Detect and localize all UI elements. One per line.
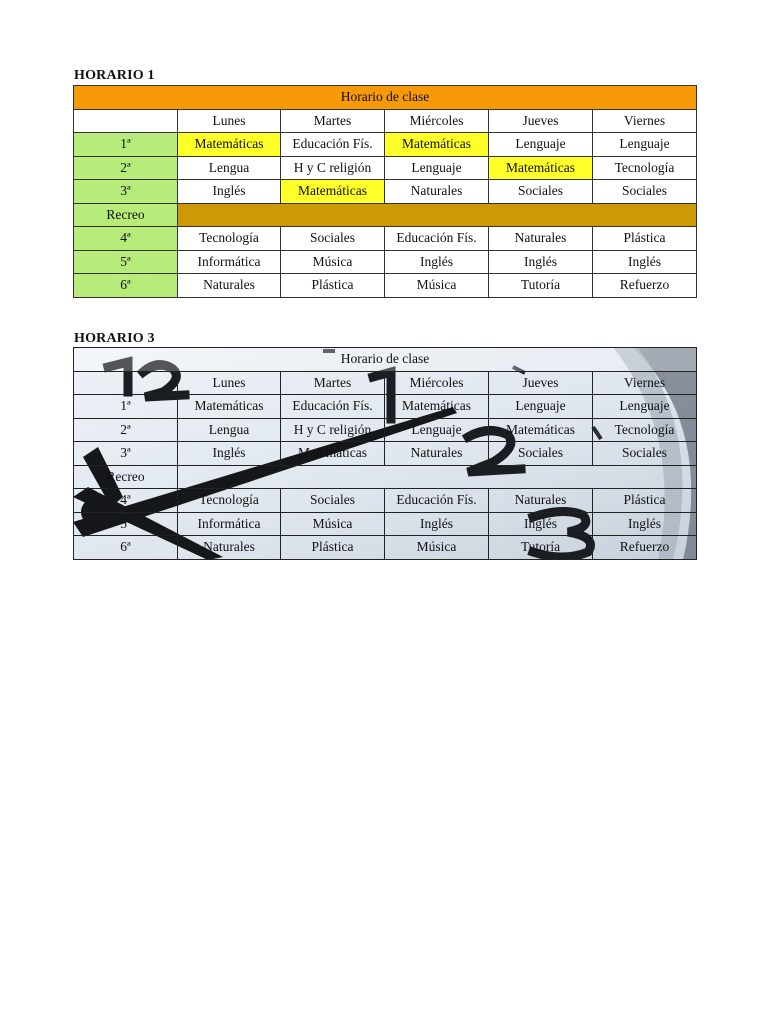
table-title: Horario de clase	[74, 348, 697, 372]
table-title: Horario de clase	[74, 86, 697, 110]
subject-cell: Inglés	[178, 442, 281, 466]
subject-cell: Plástica	[281, 536, 385, 560]
subject-cell: Inglés	[178, 180, 281, 204]
day-header: Martes	[281, 109, 385, 133]
period-label: 4ª	[74, 489, 178, 513]
subject-cell: Sociales	[593, 180, 697, 204]
period-label: 2ª	[74, 156, 178, 180]
period-label: Recreo	[74, 203, 178, 227]
day-header: Miércoles	[385, 371, 489, 395]
subject-cell: Música	[281, 250, 385, 274]
subject-cell: Matemáticas	[178, 133, 281, 157]
period-label: 6ª	[74, 536, 178, 560]
recreo-row	[74, 465, 697, 489]
period-label: Recreo	[74, 465, 178, 489]
horario-1-table	[73, 85, 697, 298]
period-label: 4ª	[74, 227, 178, 251]
table-row	[74, 536, 697, 560]
table-row	[74, 133, 697, 157]
subject-cell: Naturales	[178, 274, 281, 298]
subject-cell: Plástica	[593, 227, 697, 251]
horario-3-heading: HORARIO 3	[74, 331, 155, 346]
subject-cell: Sociales	[489, 180, 593, 204]
period-label: 2ª	[74, 418, 178, 442]
period-label: 1ª	[74, 395, 178, 419]
day-header: Jueves	[489, 109, 593, 133]
subject-cell: Plástica	[593, 489, 697, 513]
period-label: 5ª	[74, 250, 178, 274]
subject-cell: Música	[385, 536, 489, 560]
horario-3-table	[73, 347, 697, 560]
period-label: 3ª	[74, 180, 178, 204]
subject-cell: Sociales	[281, 489, 385, 513]
corner-cell	[74, 109, 178, 133]
subject-cell: Inglés	[489, 512, 593, 536]
subject-cell: Música	[385, 274, 489, 298]
subject-cell: Tutoría	[489, 536, 593, 560]
table-row	[74, 274, 697, 298]
subject-cell: Matemáticas	[178, 395, 281, 419]
horario-1-heading: HORARIO 1	[74, 68, 155, 83]
table-row	[74, 489, 697, 513]
subject-cell: Naturales	[489, 489, 593, 513]
day-header: Viernes	[593, 109, 697, 133]
subject-cell: Refuerzo	[593, 274, 697, 298]
period-label: 5ª	[74, 512, 178, 536]
subject-cell: Naturales	[178, 536, 281, 560]
subject-cell: Tutoría	[489, 274, 593, 298]
day-header: Lunes	[178, 371, 281, 395]
table-row	[74, 512, 697, 536]
subject-cell: Inglés	[593, 512, 697, 536]
subject-cell: Lengua	[178, 418, 281, 442]
subject-cell: Informática	[178, 250, 281, 274]
subject-cell: Sociales	[593, 442, 697, 466]
subject-cell: Tecnología	[593, 418, 697, 442]
subject-cell: Educación Fís.	[281, 133, 385, 157]
recreo-bar	[178, 465, 697, 489]
table-row	[74, 250, 697, 274]
subject-cell: H y C religión	[281, 418, 385, 442]
subject-cell: Matemáticas	[281, 180, 385, 204]
day-header-row	[74, 371, 697, 395]
subject-cell: Informática	[178, 512, 281, 536]
table-row	[74, 156, 697, 180]
subject-cell: Lengua	[178, 156, 281, 180]
day-header: Viernes	[593, 371, 697, 395]
subject-cell: Educación Fís.	[385, 227, 489, 251]
table-row	[74, 395, 697, 419]
subject-cell: Lenguaje	[385, 418, 489, 442]
table-row	[74, 227, 697, 251]
subject-cell: Tecnología	[178, 227, 281, 251]
subject-cell: Tecnología	[178, 489, 281, 513]
table-row	[74, 442, 697, 466]
subject-cell: Lenguaje	[593, 133, 697, 157]
subject-cell: Matemáticas	[281, 442, 385, 466]
subject-cell: Inglés	[593, 250, 697, 274]
day-header-row	[74, 109, 697, 133]
day-header: Miércoles	[385, 109, 489, 133]
subject-cell: Sociales	[489, 442, 593, 466]
recreo-row	[74, 203, 697, 227]
period-label: 3ª	[74, 442, 178, 466]
subject-cell: Inglés	[385, 250, 489, 274]
subject-cell: Refuerzo	[593, 536, 697, 560]
subject-cell: Lenguaje	[385, 156, 489, 180]
subject-cell: Tecnología	[593, 156, 697, 180]
table-row	[74, 418, 697, 442]
day-header: Lunes	[178, 109, 281, 133]
subject-cell: Sociales	[281, 227, 385, 251]
recreo-bar	[178, 203, 697, 227]
corner-cell	[74, 371, 178, 395]
day-header: Jueves	[489, 371, 593, 395]
subject-cell: Naturales	[385, 442, 489, 466]
subject-cell: Lenguaje	[593, 395, 697, 419]
subject-cell: Naturales	[489, 227, 593, 251]
subject-cell: Inglés	[489, 250, 593, 274]
subject-cell: Educación Fís.	[385, 489, 489, 513]
subject-cell: Plástica	[281, 274, 385, 298]
subject-cell: Matemáticas	[385, 133, 489, 157]
subject-cell: Educación Fís.	[281, 395, 385, 419]
period-label: 6ª	[74, 274, 178, 298]
subject-cell: Matemáticas	[489, 156, 593, 180]
subject-cell: Matemáticas	[385, 395, 489, 419]
subject-cell: H y C religión	[281, 156, 385, 180]
period-label: 1ª	[74, 133, 178, 157]
table-row	[74, 180, 697, 204]
subject-cell: Lenguaje	[489, 395, 593, 419]
subject-cell: Naturales	[385, 180, 489, 204]
subject-cell: Matemáticas	[489, 418, 593, 442]
subject-cell: Música	[281, 512, 385, 536]
subject-cell: Inglés	[385, 512, 489, 536]
subject-cell: Lenguaje	[489, 133, 593, 157]
day-header: Martes	[281, 371, 385, 395]
